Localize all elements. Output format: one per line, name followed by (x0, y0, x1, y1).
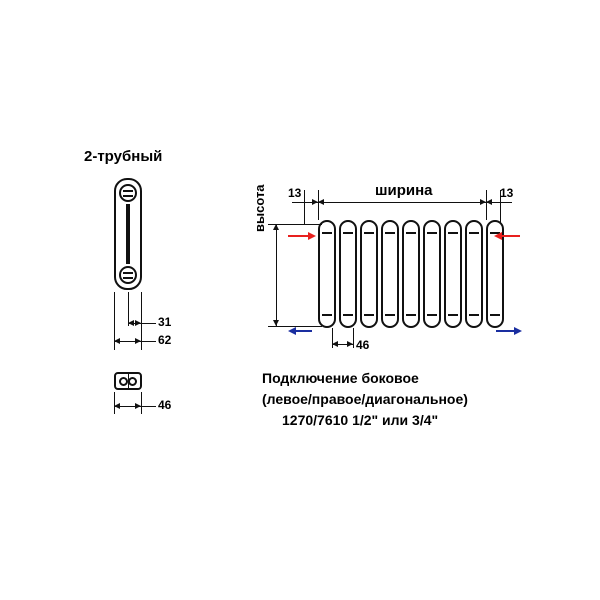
radiator-section (444, 220, 462, 328)
hub-line (123, 195, 133, 197)
dimension-label-62: 62 (158, 333, 172, 347)
section-hub-bottom (119, 266, 137, 284)
plan-tube-left (119, 377, 128, 386)
section-cap (343, 308, 353, 316)
radiator-section (423, 220, 441, 328)
dimension-arrow (135, 338, 141, 344)
return-line-right (496, 330, 516, 332)
dimension-label-edge-right: 13 (500, 186, 514, 200)
radiator-section (465, 220, 483, 328)
dimension-arrow (318, 199, 324, 205)
section-cap (406, 308, 416, 316)
section-cap (406, 232, 416, 240)
dimension-arrow (332, 341, 338, 347)
dimension-label-31: 31 (158, 315, 172, 329)
hub-line (123, 277, 133, 279)
section-cap (469, 308, 479, 316)
extension-line (318, 190, 319, 220)
height-label: высота (252, 184, 267, 232)
dimension-label-edge-left: 13 (288, 186, 302, 200)
radiator-section (402, 220, 420, 328)
section-spine (126, 204, 130, 264)
extension-line (353, 328, 354, 348)
section-cap (448, 308, 458, 316)
section-cap (322, 232, 332, 240)
dimension-arrow (114, 338, 120, 344)
extension-line (304, 190, 305, 224)
section-cap (322, 308, 332, 316)
section-cap (364, 308, 374, 316)
dimension-line-width (318, 202, 486, 203)
dimension-arrow (273, 224, 279, 230)
supply-arrow-left (308, 232, 316, 240)
section-cap (490, 308, 500, 316)
hub-line (123, 190, 133, 192)
section-cap (385, 308, 395, 316)
hub-line (123, 272, 133, 274)
section-cap (385, 232, 395, 240)
dimension-arrow (135, 403, 141, 409)
dimension-arrow (486, 199, 492, 205)
left-title: 2-трубный (84, 148, 163, 165)
section-cap (364, 232, 374, 240)
plan-tube-right (128, 377, 137, 386)
radiator-section (360, 220, 378, 328)
section-hub-top (119, 184, 137, 202)
dimension-arrow (128, 320, 134, 326)
section-plan-view (114, 372, 142, 390)
supply-line-left (288, 235, 310, 237)
dimension-arrow (135, 320, 141, 326)
section-cap (448, 232, 458, 240)
extension-line (141, 392, 142, 414)
single-section-elevation (114, 178, 142, 290)
section-cap (427, 232, 437, 240)
dimension-line-height (276, 224, 277, 326)
width-label: ширина (375, 182, 433, 199)
dimension-label-46: 46 (158, 398, 172, 412)
radiator-section (318, 220, 336, 328)
dimension-label-pitch: 46 (356, 338, 370, 352)
dimension-arrow (114, 403, 120, 409)
extension-line (486, 190, 487, 220)
return-arrow-right (514, 327, 522, 335)
caption-line-1: Подключение боковое (262, 370, 419, 386)
dimension-arrow (273, 320, 279, 326)
dimension-arrow (347, 341, 353, 347)
caption-line-3: 1270/7610 1/2" или 3/4" (282, 412, 439, 428)
section-cap (343, 232, 353, 240)
caption-line-2: (левое/правое/диагональное) (262, 391, 468, 407)
radiator-section (381, 220, 399, 328)
dimension-arrow (480, 199, 486, 205)
return-arrow-left (288, 327, 296, 335)
supply-arrow-right (494, 232, 502, 240)
radiator-section (339, 220, 357, 328)
section-cap (427, 308, 437, 316)
plan-divider (128, 374, 129, 388)
section-cap (469, 232, 479, 240)
